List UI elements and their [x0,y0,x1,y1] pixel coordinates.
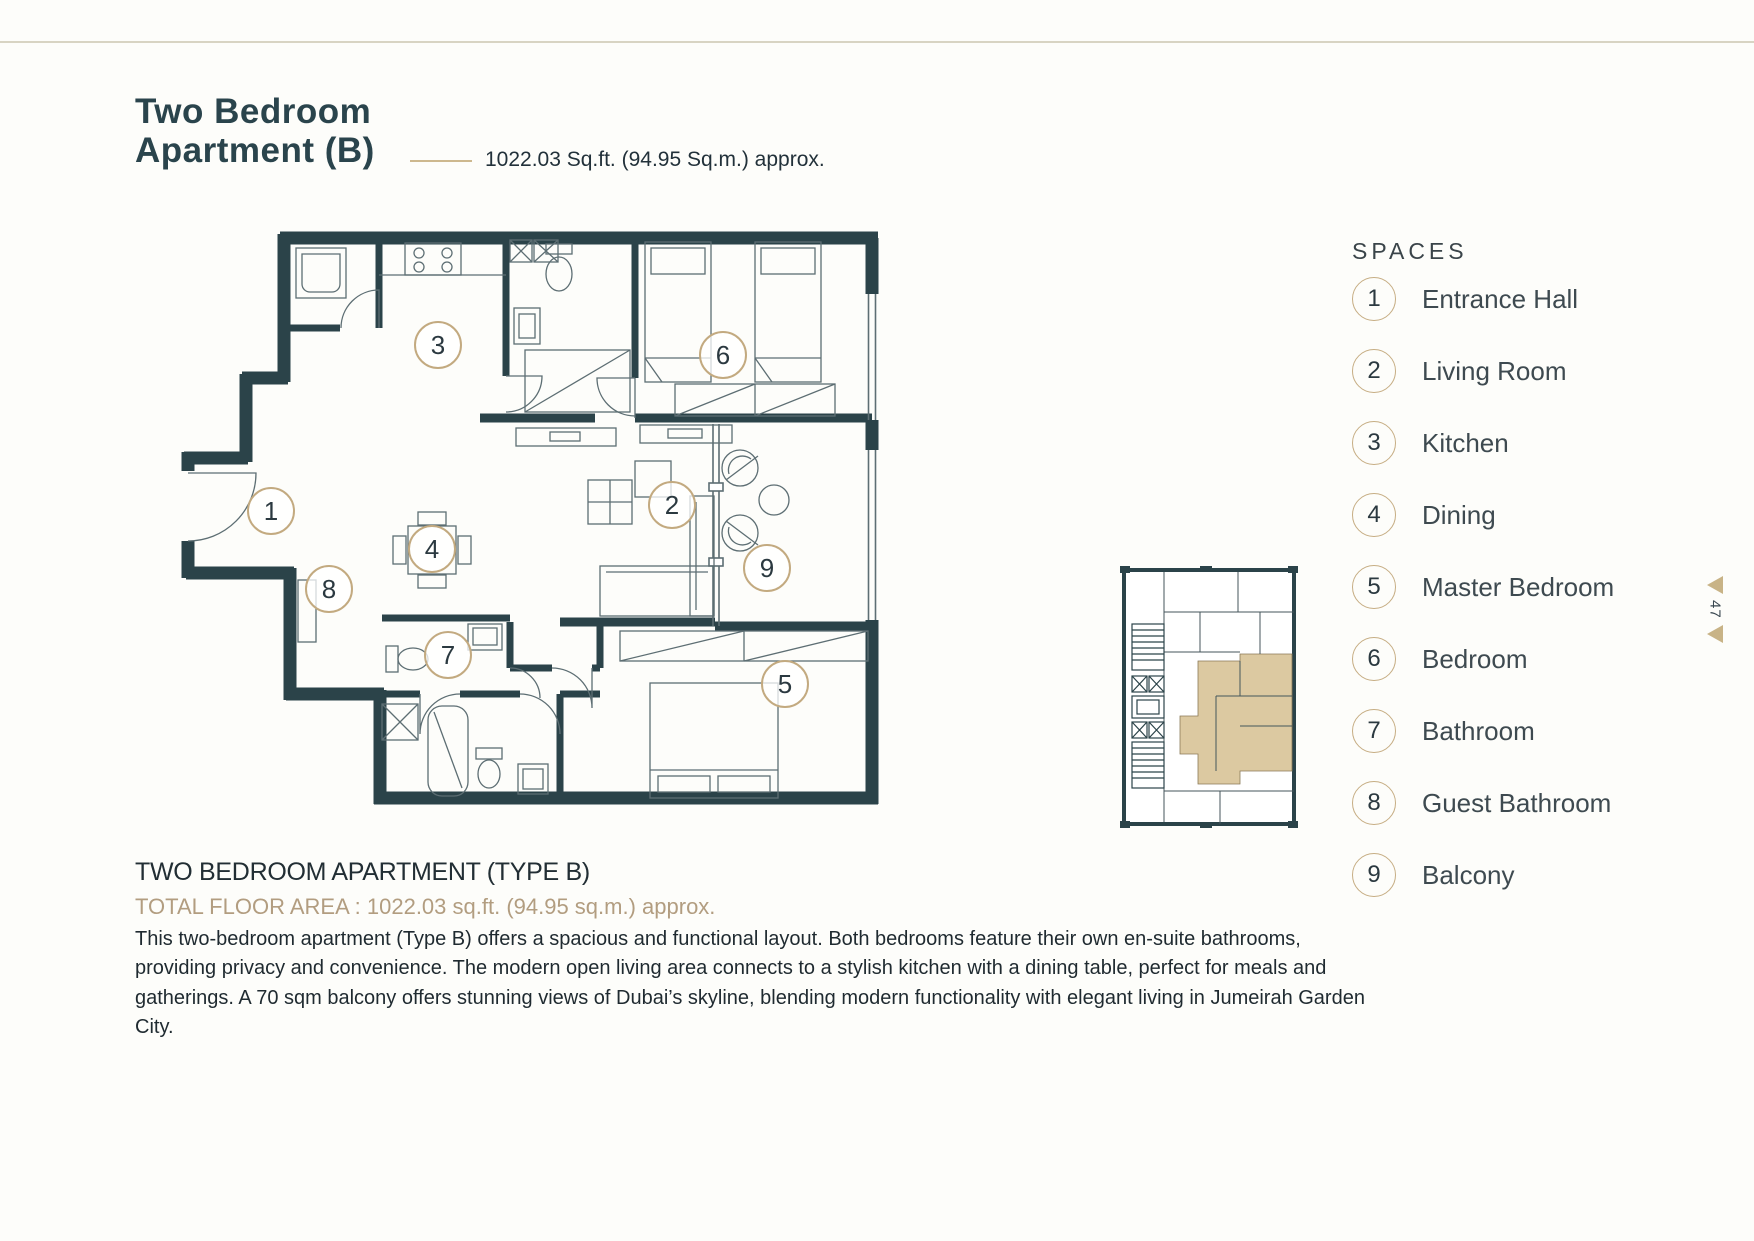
legend-number-badge: 4 [1352,493,1396,537]
page-nav-arrow-icon [1707,625,1723,643]
page-nav-arrow-icon [1707,576,1723,594]
legend-item-balcony [1352,853,1712,897]
title-divider-line [410,160,472,162]
legend-label: Entrance Hall [1422,283,1579,314]
key-plan-drawing [1120,566,1298,828]
page-marker [1702,576,1728,643]
spaces-legend [1352,277,1712,925]
page-number: 47 [1706,600,1724,619]
room-marker-kitchen: 3 [414,321,462,369]
page-title-line1: Two Bedroom [135,92,372,131]
legend-label: Dining [1422,499,1496,530]
room-marker-bathroom: 7 [424,631,472,679]
legend-item-guest-bathroom [1352,781,1712,825]
floor-plan [180,228,880,832]
legend-item-master-bedroom [1352,565,1712,609]
legend-number-badge: 7 [1352,709,1396,753]
legend-label: Bedroom [1422,643,1528,674]
page-top-rule [0,41,1754,43]
room-marker-bedroom: 6 [699,331,747,379]
room-marker-guest-bathroom: 8 [305,565,353,613]
room-marker-entrance-hall: 1 [247,487,295,535]
apartment-description: This two-bedroom apartment (Type B) offers a spacious and functional layout. Both bedrooms feature their own en-suite bathrooms, providing privacy and convenience. The modern open living area connects to a stylish kitchen with a dining table, perfect for meals and gatherings. A 70 sqm balcony offers stunning views of Dubai’s skyline, blending modern functionality with elegant living in Jumeirah Garden City. [135,928,1365,1039]
legend-number-badge: 3 [1352,421,1396,465]
apartment-type-heading: TWO BEDROOM APARTMENT (TYPE B) [135,858,590,886]
legend-number-badge: 8 [1352,781,1396,825]
room-marker-dining: 4 [408,525,456,573]
legend-item-kitchen [1352,421,1712,465]
room-marker-master-bedroom: 5 [761,660,809,708]
page-title-line2: Apartment (B) [135,131,375,171]
legend-item-bedroom [1352,637,1712,681]
legend-label: Living Room [1422,355,1567,386]
legend-label: Guest Bathroom [1422,787,1612,818]
total-floor-area: TOTAL FLOOR AREA : 1022.03 sq.ft. (94.95 sq.m.) approx. [135,894,716,919]
legend-item-entrance-hall [1352,277,1712,321]
legend-number-badge: 5 [1352,565,1396,609]
interior-walls [284,238,872,804]
key-plan [1120,566,1298,828]
legend-number-badge: 2 [1352,349,1396,393]
spaces-heading: SPACES [1352,238,1468,264]
legend-number-badge: 6 [1352,637,1396,681]
legend-label: Balcony [1422,859,1515,890]
legend-label: Master Bedroom [1422,571,1615,602]
legend-number-badge: 1 [1352,277,1396,321]
page-title [135,92,375,170]
legend-number-badge: 9 [1352,853,1396,897]
area-note: 1022.03 Sq.ft. (94.95 Sq.m.) approx. [485,148,825,171]
legend-item-bathroom [1352,709,1712,753]
legend-item-living-room [1352,349,1712,393]
legend-label: Bathroom [1422,715,1535,746]
room-marker-balcony: 9 [743,544,791,592]
legend-label: Kitchen [1422,427,1509,458]
room-marker-living-room: 2 [648,481,696,529]
legend-item-dining [1352,493,1712,537]
